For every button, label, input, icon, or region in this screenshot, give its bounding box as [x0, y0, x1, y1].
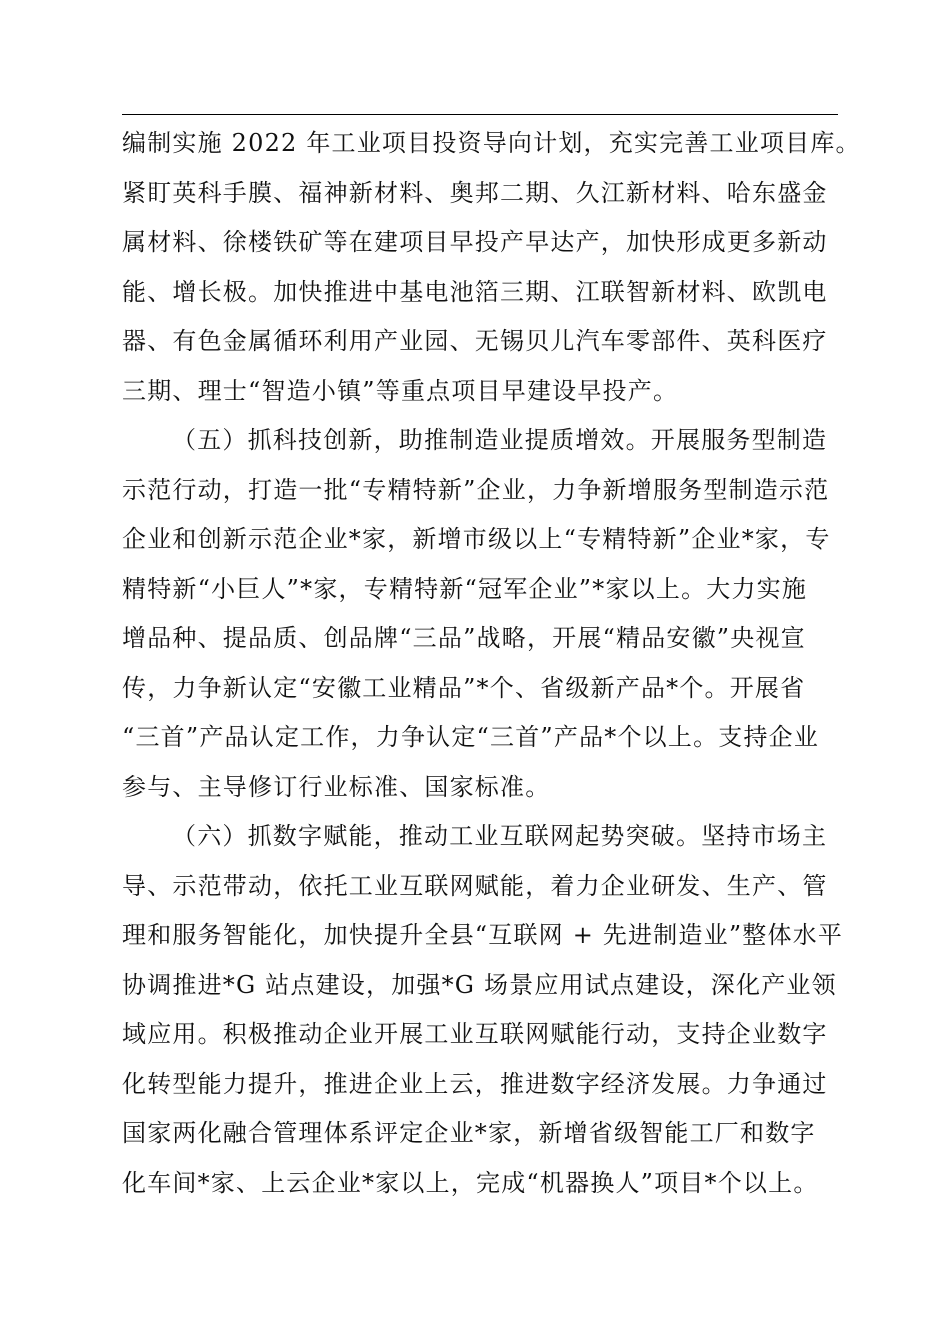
text-line: （五）抓科技创新，助推制造业提质增效。开展服务型制造: [172, 426, 828, 454]
text-line: 三期、理士“智造小镇”等重点项目早建设早投产。: [122, 376, 679, 405]
text-line: 国家两化融合管理体系评定企业*家，新增省级智能工厂和数字: [122, 1119, 816, 1147]
text-line: 紧盯英科手膜、福神新材料、奥邦二期、久江新材料、哈东盛金: [122, 178, 828, 207]
text-line: 理和服务智能化，加快提升全县“互联网 + 先进制造业”整体水平: [122, 921, 844, 949]
text-line: 参与、主导修订行业标准、国家标准。: [122, 772, 551, 801]
text-line: 化转型能力提升，推进企业上云，推进数字经济发展。力争通过: [122, 1069, 828, 1098]
text-line: 协调推进*G 站点建设，加强*G 场景应用试点建设，深化产业领: [122, 970, 837, 999]
text-line: “三首”产品认定工作，力争认定“三首”产品*个以上。支持企业: [122, 723, 820, 751]
text-line: 域应用。积极推动企业开展工业互联网赋能行动，支持企业数字: [122, 1020, 828, 1048]
text-line: 企业和创新示范企业*家，新增市级以上“专精特新”企业*家，专: [122, 525, 831, 553]
document-body: [122, 119, 861, 1208]
paragraph-continued: [122, 119, 861, 416]
text-line: 传，力争新认定“安徽工业精品”*个、省级新产品*个。开展省: [122, 673, 806, 702]
paragraph-five: [122, 416, 842, 812]
text-line: 属材料、徐楼铁矿等在建项目早投产早达产，加快形成更多新动: [122, 228, 828, 256]
paragraph-six: [122, 812, 842, 1208]
text-line: 器、有色金属循环利用产业园、无锡贝儿汽车零部件、英科医疗: [122, 327, 828, 355]
text-line: 化车间*家、上云企业*家以上，完成“机器换人”项目*个以上。: [122, 1168, 819, 1197]
text-line: 能、增长极。加快推进中基电池箔三期、江联智新材料、欧凯电: [122, 277, 828, 306]
text-line: （六）抓数字赋能，推动工业互联网起势突破。坚持市场主: [172, 822, 828, 850]
text-line: 编制实施 2022 年工业项目投资导向计划，充实完善工业项目库。: [122, 129, 861, 157]
text-line: 示范行动，打造一批“专精特新”企业，力争新增服务型制造示范: [122, 475, 830, 504]
text-line: 增品种、提品质、创品牌“三品”战略，开展“精品安徽”央视宣: [122, 624, 806, 652]
text-line: 导、示范带动，依托工业互联网赋能，着力企业研发、生产、管: [122, 871, 828, 900]
text-line: 精特新“小巨人”*家，专精特新“冠军企业”*家以上。大力实施: [122, 574, 808, 603]
header-rule: [122, 114, 838, 115]
